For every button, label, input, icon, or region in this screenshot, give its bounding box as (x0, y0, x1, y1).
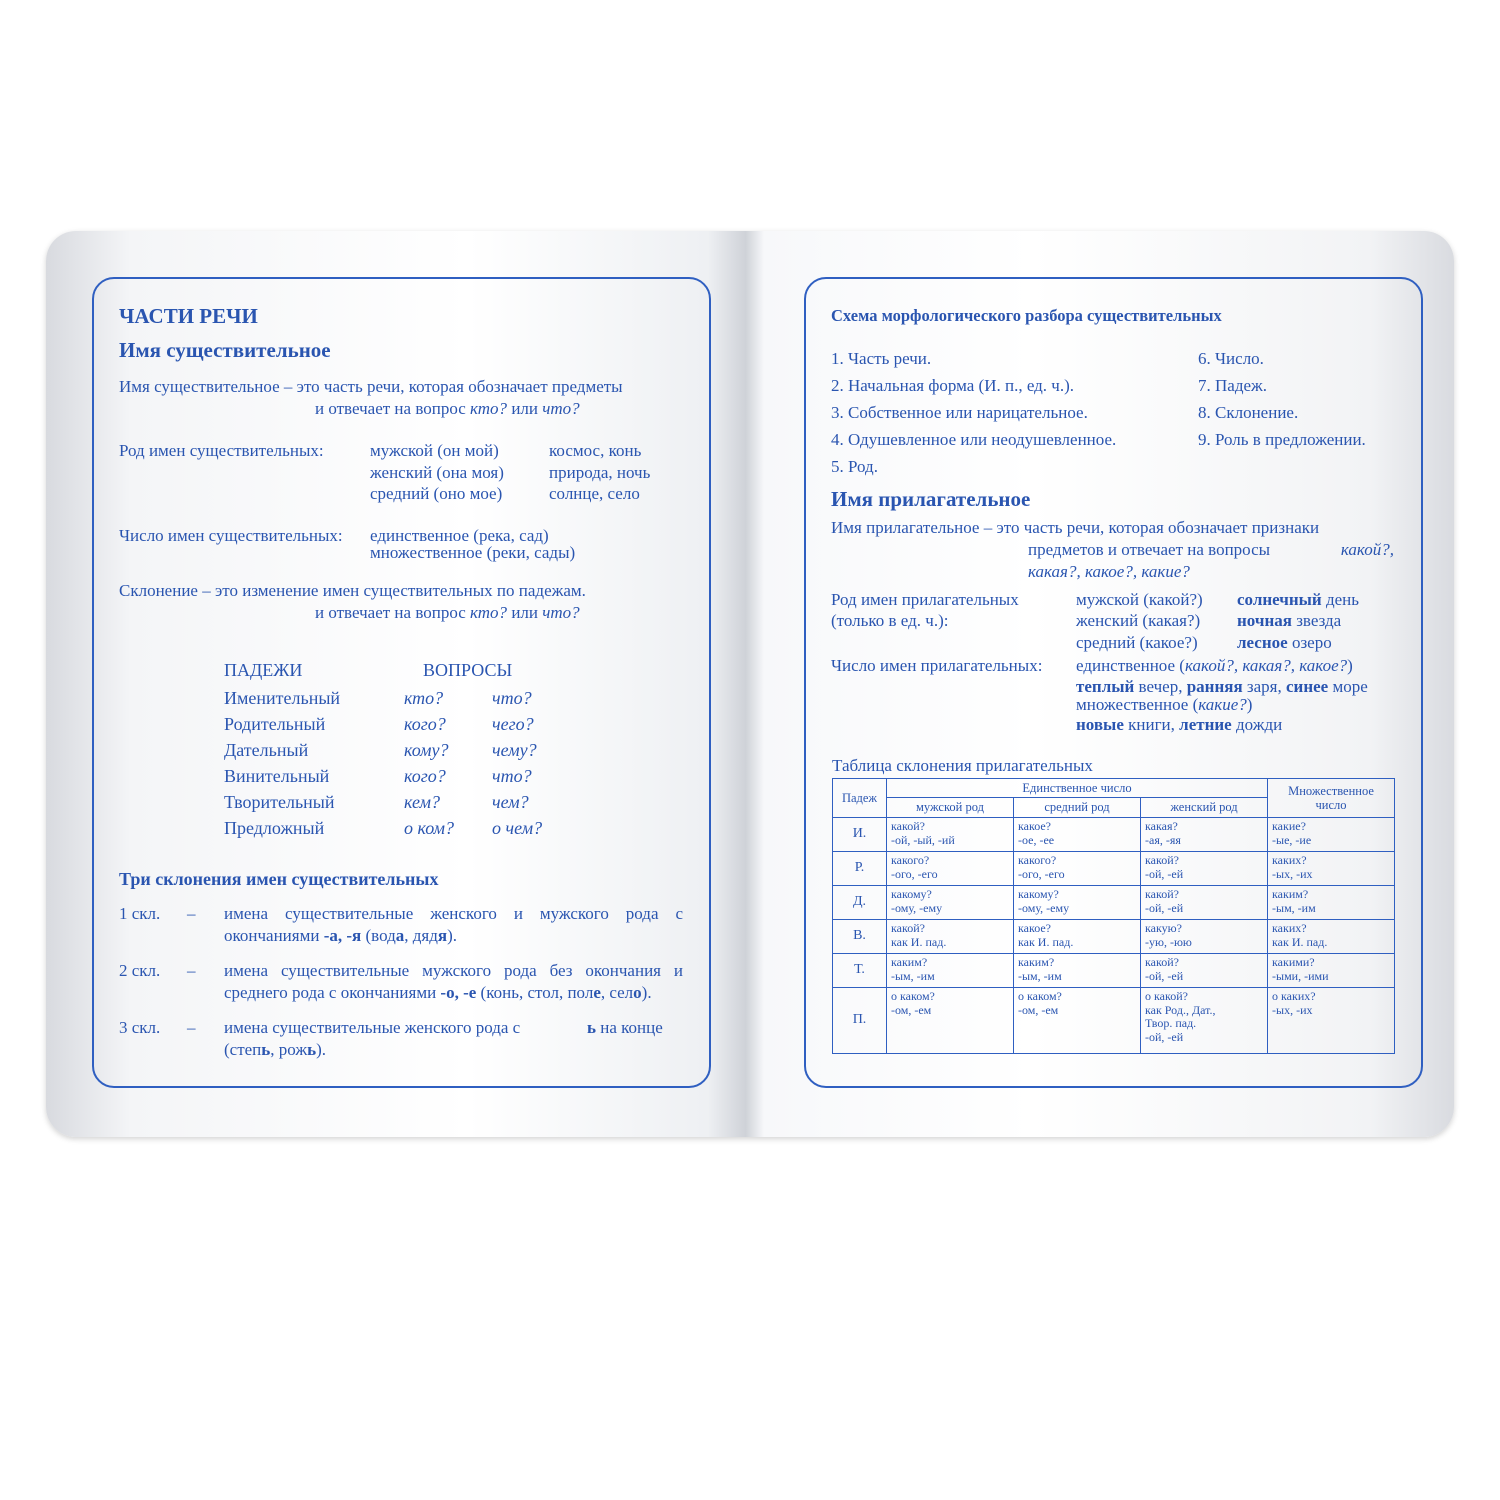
case-question-animate: кому? (404, 740, 449, 760)
neut-cell: какое? как И. пад. (1014, 919, 1141, 953)
noun-section-title: Имя существительное (119, 338, 331, 362)
plural-cell: какие? -ые, -ие (1268, 817, 1395, 851)
neut-cell: каким? -ым, -им (1014, 953, 1141, 987)
scheme-item: 7. Падеж. (1198, 376, 1268, 395)
table-row (833, 987, 1395, 1053)
case-question-inanimate: чего? (492, 714, 534, 734)
col-header-masculine: мужской род (887, 798, 1014, 817)
adj-gender-fem: женский (какая?) (1076, 611, 1201, 630)
case-question-animate: кого? (404, 766, 446, 786)
declension-2-line1: имена существительные мужского рода без окончания и (224, 961, 683, 980)
declension-definition-line1: Склонение – это изменение имен существительных по падежам. (119, 581, 586, 600)
masc-cell: каким? -ым, -им (887, 953, 1014, 987)
noun-number-plural: множественное (реки, сады) (370, 543, 576, 562)
adj-gender-neut-example: лесное озеро (1237, 633, 1332, 652)
noun-gender-label: Род имен существительных: (119, 441, 324, 460)
declension-1-line2: окончаниями -а, -я (вода, дядя). (224, 926, 457, 945)
col-header-plural: Множественное число (1268, 779, 1395, 818)
adjective-definition-line1: Имя прилагательное – это часть речи, которая обозначает признаки (831, 518, 1320, 537)
masc-cell: какого? -ого, -его (887, 851, 1014, 885)
case-cell: П. (833, 987, 887, 1053)
adjective-section-title: Имя прилагательное (831, 487, 1031, 511)
adj-gender-masc-example: солнечный день (1237, 590, 1360, 609)
declension-3-line2: (степь, рожь). (224, 1040, 327, 1059)
scheme-item: 5. Род. (831, 457, 878, 476)
declension-3-label: 3 скл. (119, 1018, 161, 1037)
case-question-inanimate: что? (492, 766, 532, 786)
table-row (833, 953, 1395, 987)
questions-header: ВОПРОСЫ (423, 660, 513, 680)
noun-gender-fem: женский (она моя) (370, 463, 504, 482)
case-cell: И. (833, 817, 887, 851)
fem-cell: какой? -ой, -ей (1141, 885, 1268, 919)
fem-cell: какая? -ая, -яя (1141, 817, 1268, 851)
declension-1-line1: имена существительные женского и мужского рода с (224, 904, 683, 923)
scheme-item: 2. Начальная форма (И. п., ед. ч.). (831, 376, 1074, 395)
neut-cell: какое? -ое, -ее (1014, 817, 1141, 851)
scheme-item: 8. Склонение. (1198, 403, 1299, 422)
three-declensions-title: Три склонения имен существительных (119, 869, 439, 889)
case-name: Дательный (224, 740, 309, 760)
adjective-definition-line2: предметов и отвечает на вопросы какой?, (1028, 540, 1394, 559)
adj-number-singular: единственное (какой?, какая?, какое?) (1076, 656, 1353, 675)
case-question-inanimate: чем? (492, 792, 529, 812)
neut-cell: какому? -ому, -ему (1014, 885, 1141, 919)
declension-2-label: 2 скл. (119, 961, 161, 980)
plural-cell: каких? -ых, -их (1268, 851, 1395, 885)
scheme-item: 6. Число. (1198, 349, 1264, 368)
col-header-case: Падеж (833, 779, 887, 818)
fem-cell: какой? -ой, -ей (1141, 851, 1268, 885)
case-cell: Д. (833, 885, 887, 919)
table-row (833, 851, 1395, 885)
declension-3-soft-sign: ь на конце (587, 1018, 663, 1037)
case-question-inanimate: что? (492, 688, 532, 708)
left-page-title: ЧАСТИ РЕЧИ (119, 304, 258, 328)
col-header-neuter: средний род (1014, 798, 1141, 817)
scheme-item: 1. Часть речи. (831, 349, 932, 368)
masc-cell: какому? -ому, -ему (887, 885, 1014, 919)
adj-gender-neut: средний (какое?) (1076, 633, 1198, 652)
case-name: Творительный (224, 792, 335, 812)
case-name: Именительный (224, 688, 341, 708)
adj-table-title: Таблица склонения прилагательных (832, 756, 1093, 775)
cases-header: ПАДЕЖИ (224, 660, 303, 680)
declension-3-line1: имена существительные женского рода с (224, 1018, 521, 1037)
case-question-animate: кто? (404, 688, 444, 708)
scheme-item: 9. Роль в предложении. (1198, 430, 1366, 449)
case-cell: Т. (833, 953, 887, 987)
noun-gender-masc: мужской (он мой) (370, 441, 499, 460)
declension-definition-line2: и отвечает на вопрос кто? или что? (315, 603, 580, 622)
case-name: Предложный (224, 818, 325, 838)
case-name: Родительный (224, 714, 326, 734)
table-row (833, 885, 1395, 919)
fem-cell: какой? -ой, -ей (1141, 953, 1268, 987)
declension-3-dash: – (187, 1018, 196, 1037)
declension-1-dash: – (187, 904, 196, 923)
case-question-animate: кого? (404, 714, 446, 734)
declension-2-dash: – (187, 961, 196, 980)
noun-gender-neut: средний (оно мое) (370, 484, 503, 503)
scheme-item: 4. Одушевленное или неодушевленное. (831, 430, 1117, 449)
case-question-inanimate: чему? (492, 740, 537, 760)
noun-gender-neut-example: солнце, село (549, 484, 640, 503)
morph-scheme-title: Схема морфологического разбора существительных (831, 306, 1222, 325)
col-header-singular: Единственное число (887, 779, 1268, 798)
adj-number-singular-examples: теплый вечер, ранняя заря, синее море (1076, 677, 1368, 696)
case-question-inanimate: о чем? (492, 818, 543, 838)
adjective-definition-line3: какая?, какое?, какие? (1028, 562, 1190, 581)
adj-gender-label-note: (только в ед. ч.): (831, 611, 949, 630)
col-header-feminine: женский род (1141, 798, 1268, 817)
scheme-item: 3. Собственное или нарицательное. (831, 403, 1088, 422)
plural-cell: каким? -ым, -им (1268, 885, 1395, 919)
adj-gender-fem-example: ночная звезда (1237, 611, 1342, 630)
adj-number-label: Число имен прилагательных: (831, 656, 1043, 675)
adj-number-plural: множественное (какие?) (1076, 695, 1253, 714)
masc-cell: какой? -ой, -ый, -ий (887, 817, 1014, 851)
masc-cell: о каком? -ом, -ем (887, 987, 1014, 1053)
neut-cell: какого? -ого, -его (1014, 851, 1141, 885)
plural-cell: о каких? -ых, -их (1268, 987, 1395, 1053)
declension-2-line2: среднего рода с окончаниями -о, -е (конь, стол, поле, село). (224, 983, 652, 1002)
masc-cell: какой? как И. пад. (887, 919, 1014, 953)
plural-cell: каких? как И. пад. (1268, 919, 1395, 953)
case-cell: Р. (833, 851, 887, 885)
case-question-animate: кем? (404, 792, 440, 812)
noun-definition-line1: Имя существительное – это часть речи, которая обозначает предметы (119, 377, 623, 396)
fem-cell: о какой? как Род., Дат., Твор. пад. -ой, -ей (1141, 987, 1268, 1053)
adj-gender-masc: мужской (какой?) (1076, 590, 1203, 609)
table-row (833, 817, 1395, 851)
table-row (833, 919, 1395, 953)
case-question-animate: о ком? (404, 818, 455, 838)
noun-gender-masc-example: космос, конь (549, 441, 642, 460)
plural-cell: какими? -ыми, -ими (1268, 953, 1395, 987)
declension-1-label: 1 скл. (119, 904, 161, 923)
noun-number-singular: единственное (река, сад) (370, 526, 549, 545)
adj-gender-label: Род имен прилагательных (831, 590, 1019, 609)
noun-gender-fem-example: природа, ночь (549, 463, 651, 482)
case-cell: В. (833, 919, 887, 953)
adjective-declension-table (832, 778, 1395, 1054)
fem-cell: какую? -ую, -юю (1141, 919, 1268, 953)
neut-cell: о каком? -ом, -ем (1014, 987, 1141, 1053)
adj-number-plural-examples: новые книги, летние дожди (1076, 715, 1283, 734)
noun-definition-line2: и отвечает на вопрос кто? или что? (315, 399, 580, 418)
noun-number-label: Число имен существительных: (119, 526, 343, 545)
case-name: Винительный (224, 766, 330, 786)
